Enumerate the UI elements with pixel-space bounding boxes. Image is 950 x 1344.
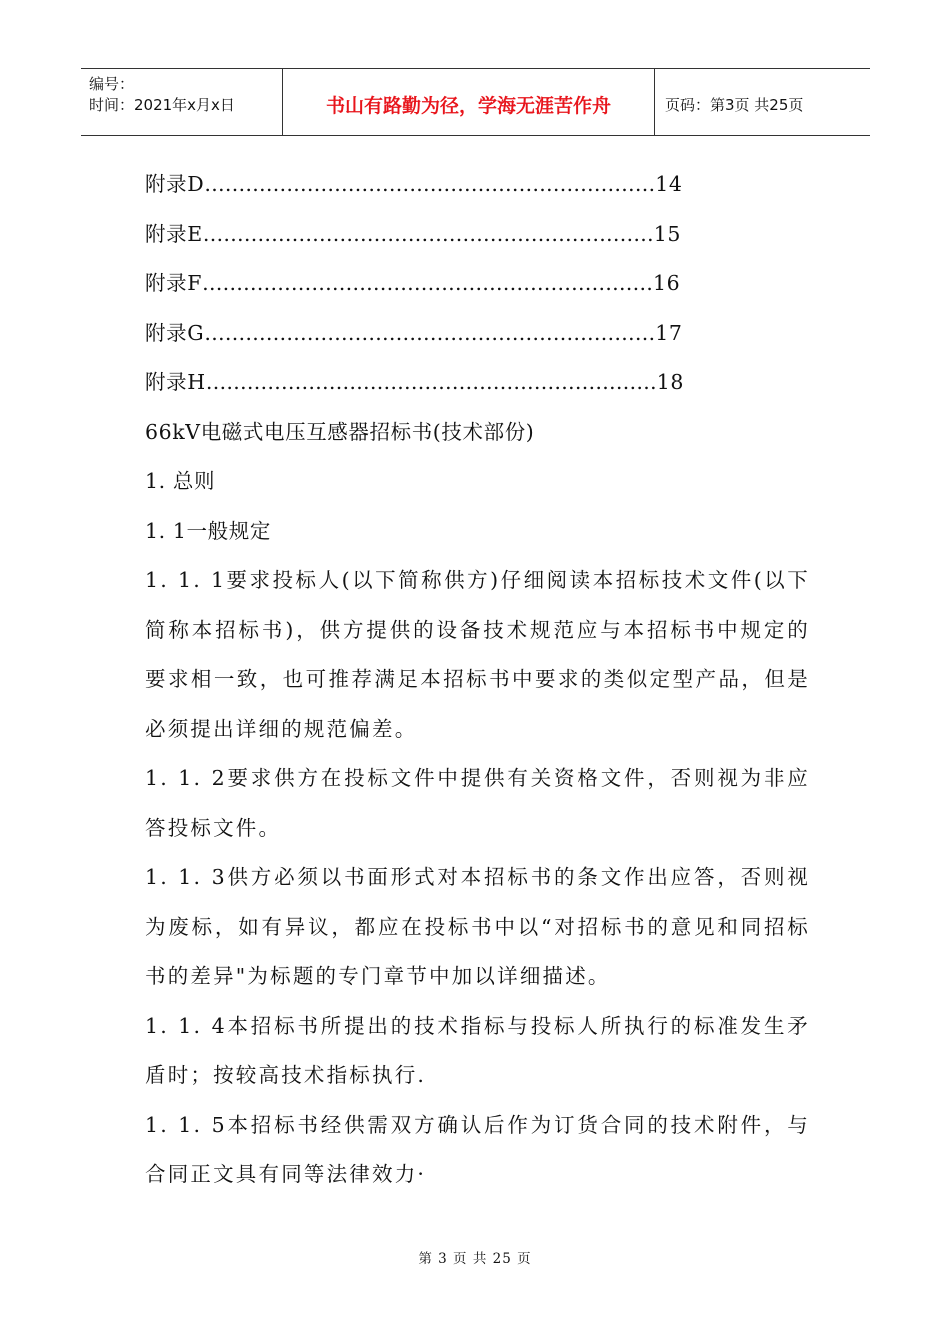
- document-body: [145, 160, 825, 1200]
- clause-paragraph: 1. 1. 5本招标书经供需双方确认后作为订货合同的技术附件，与合同正文具有同等法律效力·: [145, 1112, 810, 1186]
- subsection-heading: 1. 1一般规定: [145, 518, 271, 543]
- header-time-label: 时间：2021年x月x日: [89, 96, 235, 114]
- toc-leader: …………………………………………………………: [202, 221, 654, 246]
- section-heading: 1. 总则: [145, 469, 216, 493]
- toc-leader: …………………………………………………………: [205, 370, 657, 394]
- toc-entry: [145, 160, 683, 210]
- toc-label: 附录H: [145, 370, 206, 394]
- toc-page: 18: [656, 370, 684, 394]
- toc-entry: [145, 309, 683, 359]
- toc-page: 17: [655, 320, 683, 345]
- clause-paragraph: 1. 1. 3供方必须以书面形式对本招标书的条文作出应答，否则视为废标，如有异议，都应在投标书中以“对招标书的意见和同招标书的差异"为标题的专门章节中加以详细描述。: [145, 865, 810, 988]
- toc-page: 15: [653, 221, 682, 246]
- toc-page: 14: [655, 172, 683, 196]
- toc-entry: [145, 358, 684, 408]
- document-title: 66kV电磁式电压互感器招标书(技术部份): [145, 419, 535, 444]
- clause-paragraph: 1. 1. 4本招标书所提出的技术指标与投标人所执行的标准发生矛盾时；按较高技术指标执行.: [145, 1013, 810, 1087]
- header-page-info: 页码：第3页 共25页: [665, 95, 804, 114]
- page-header: [81, 68, 870, 136]
- toc-leader: …………………………………………………………: [204, 172, 656, 196]
- header-motto: 书山有路勤为径，学海无涯苦作舟: [283, 69, 655, 135]
- header-number-label: 编号：: [89, 75, 135, 93]
- toc-entry: [145, 259, 681, 309]
- toc-leader: …………………………………………………………: [202, 271, 654, 295]
- toc-page: 16: [653, 271, 681, 295]
- toc-label: 附录D: [145, 172, 205, 196]
- toc-leader: …………………………………………………………: [204, 320, 656, 345]
- toc-label: 附录E: [145, 221, 203, 246]
- clause-paragraph: 1. 1. 1要求投标人(以下简称供方)仔细阅读本招标技术文件(以下简称本招标书)，供方提供的设备技术规范应与本招标书中规定的要求相一致，也可推荐满足本招标书中要求的类似定型产品，但是必须提出详细的规范偏差。: [145, 568, 810, 741]
- toc-label: 附录G: [145, 320, 205, 345]
- toc-entry: [145, 210, 682, 260]
- page-footer: 第 3 页 共 25 页: [418, 1251, 532, 1267]
- header-meta: [81, 69, 283, 135]
- clause-paragraph: 1. 1. 2要求供方在投标文件中提供有关资格文件，否则视为非应答投标文件。: [145, 766, 810, 840]
- toc-label: 附录F: [145, 271, 203, 295]
